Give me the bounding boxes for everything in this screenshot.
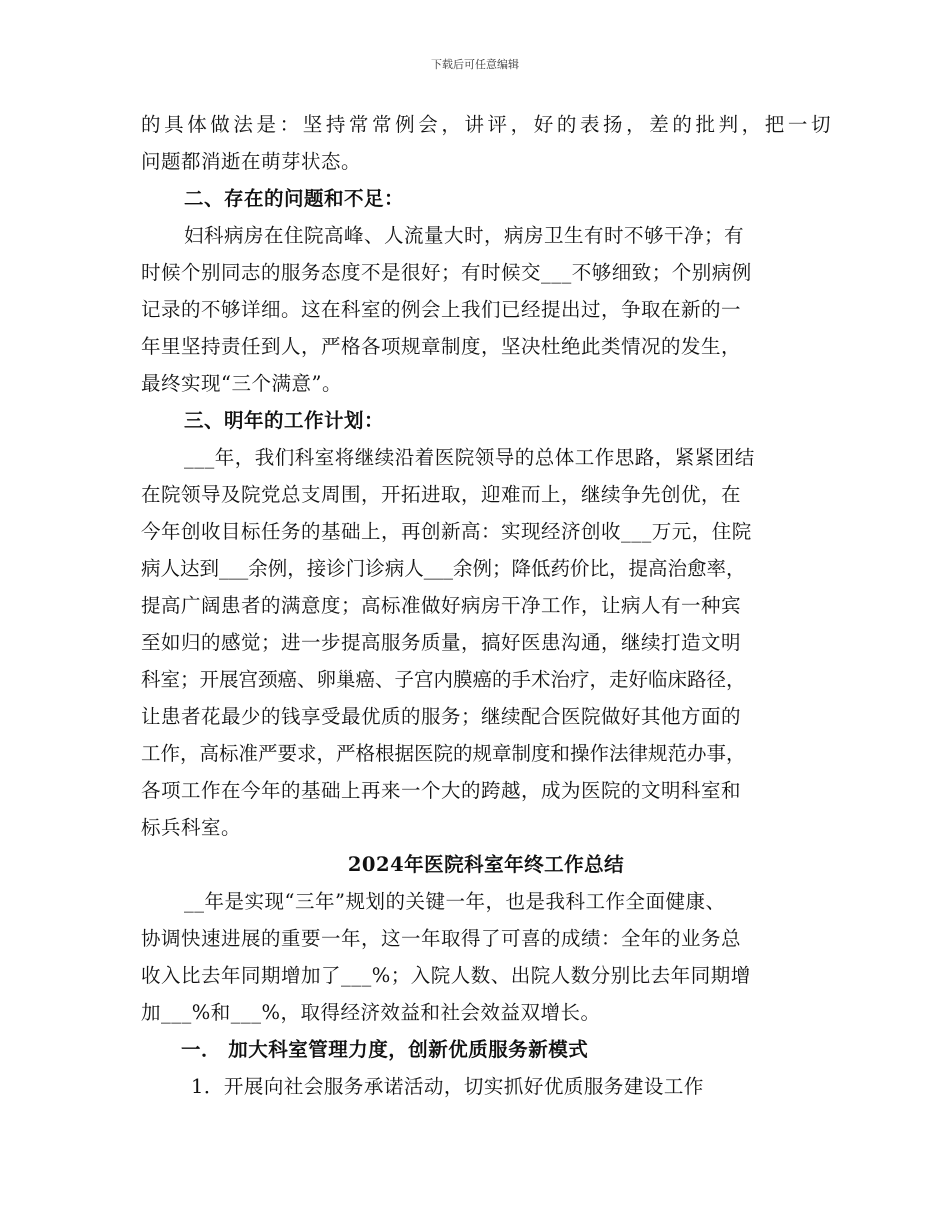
section-heading: 二、存在的问题和不足：: [184, 187, 405, 210]
paragraph-line: 病人达到___余例，接诊门诊病人___余例；降低药价比，提高治愈率，: [141, 557, 746, 580]
paragraph-line: 至如归的感觉；进一步提高服务质量，搞好医患沟通，继续打造文明: [141, 631, 742, 654]
paragraph-line: 工作，高标准严要求，严格根据医院的规章制度和操作法律规范办事，: [141, 742, 746, 765]
paragraph-line: 提高广阔患者的满意度；高标准做好病房干净工作，让病人有一种宾: [141, 594, 742, 617]
paragraph-line: 记录的不够详细。这在科室的例会上我们已经提出过，争取在新的一: [141, 298, 742, 321]
document-title: 2024年医院科室年终工作总结: [347, 853, 625, 876]
paragraph-line: 标兵科室。: [141, 816, 242, 839]
paragraph-line: 的具体做法是：坚持常常例会，讲评，好的表扬，差的批判，把一切: [141, 113, 831, 136]
paragraph-line: 各项工作在今年的基础上再来一个大的跨越，成为医院的文明科室和: [141, 779, 742, 802]
paragraph-line: 在院领导及院党总支周围，开拓进取，迎难而上，继续争先创优，在: [141, 483, 742, 506]
list-item: 1．开展向社会服务承诺活动，切实抓好优质服务建设工作: [191, 1075, 704, 1098]
paragraph-line: 最终实现“三个满意”。: [141, 372, 342, 395]
paragraph-line: 加___%和___%，取得经济效益和社会效益双增长。: [141, 1001, 601, 1024]
paragraph-line: 科室；开展宫颈癌、卵巢癌、子宫内膜癌的手术治疗，走好临床路径，: [141, 668, 746, 691]
paragraph-line: ___年，我们科室将继续沿着医院领导的总体工作思路，紧紧团结: [184, 446, 755, 469]
paragraph-line: 让患者花最少的钱享受最优质的服务；继续配合医院做好其他方面的: [141, 705, 742, 728]
section-heading: 三、明年的工作计划：: [184, 409, 385, 432]
paragraph-line: 收入比去年同期增加了___%；入院人数、出院人数分别比去年同期增: [141, 964, 751, 987]
document-body: [141, 106, 831, 1105]
paragraph-line: 妇科病房在住院高峰、人流量大时，病房卫生有时不够干净；有: [184, 224, 745, 247]
paragraph-line: 协调快速进展的重要一年，这一年取得了可喜的成绩：全年的业务总: [141, 927, 742, 950]
paragraph-line: 问题都消逝在萌芽状态。: [141, 150, 362, 173]
paragraph-line: 时候个别同志的服务态度不是很好；有时候交___不够细致；个别病例: [141, 261, 752, 284]
header-note: 下载后可任意编辑: [431, 58, 519, 71]
paragraph-line: __年是实现“三年”规划的关键一年，也是我科工作全面健康、: [184, 890, 726, 913]
paragraph-line: 今年创收目标任务的基础上，再创新高：实现经济创收___万元，住院: [141, 520, 752, 543]
section-heading: 一． 加大科室管理力度，创新优质服务新模式: [181, 1038, 589, 1061]
paragraph-line: 年里坚持责任到人，严格各项规章制度，坚决杜绝此类情况的发生，: [141, 335, 742, 358]
